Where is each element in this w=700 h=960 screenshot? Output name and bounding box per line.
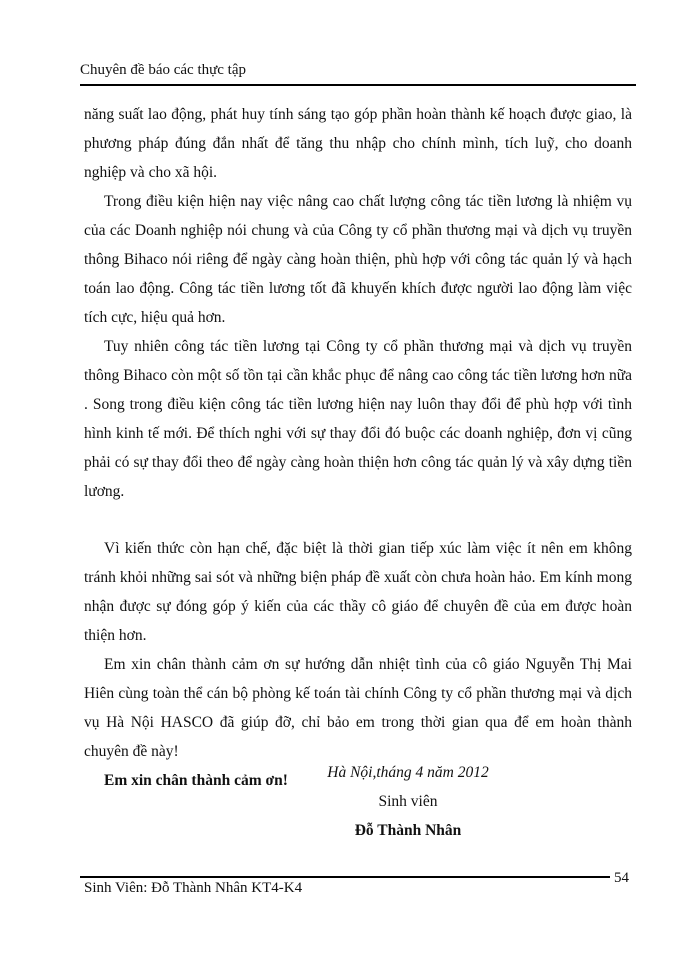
paragraph: Trong điều kiện hiện nay việc nâng cao chất lượng công tác tiền lương là nhiệm vụ của các Doanh nghiệp nói chung và của Công ty cổ phần thương mại và dịch vụ truyền thông Bihaco nói riêng để ngày càng hoàn thiện, phù hợp với công tác quản lý và hạch toán lao động. Công tác tiền lương tốt đã khuyến khích được người lao động làm việc tích cực, hiệu quả hơn.	[84, 193, 632, 326]
paragraph: Vì kiến thức còn hạn chế, đặc biệt là thời gian tiếp xúc làm việc ít nên em không tránh khỏi những sai sót và những biện pháp đề xuất còn chưa hoàn hảo. Em kính mong nhận được sự đóng góp ý kiến của các thầy cô giáo để chuyên đề của em được hoàn thiện hơn.	[84, 540, 632, 644]
signature-block	[84, 758, 632, 845]
header-rule	[80, 84, 636, 86]
signature-name: Đỗ Thành Nhân	[354, 822, 462, 839]
body-text	[84, 100, 632, 795]
closing-line: Em xin chân thành cảm ơn!	[104, 772, 288, 789]
paragraph: Tuy nhiên công tác tiền lương tại Công ty cổ phần thương mại và dịch vụ truyền thông Bihaco còn một số tồn tại cần khắc phục để nâng cao công tác tiền lương hơn nữa . Song trong điều kiện công tác tiền lương hiện nay luôn thay đổi để phù hợp với tình hình kinh tế mới. Để thích nghi với sự thay đổi đó buộc các doanh nghiệp, đơn vị cũng phải có sự thay đổi theo để ngày càng hoàn thiện hơn công tác quản lý và xây dựng tiền lương.	[84, 338, 632, 500]
running-footer: Sinh Viên: Đỗ Thành Nhân KT4-K4	[84, 880, 303, 896]
running-header: Chuyên đề báo các thực tập	[80, 62, 246, 78]
place-date: Hà Nội,tháng 4 năm 2012	[327, 764, 489, 781]
page-number: 54	[614, 870, 629, 886]
paragraph-continued: năng suất lao động, phát huy tính sáng tạo góp phần hoàn thành kế hoạch được giao, là phương pháp đúng đắn nhất để tăng thu nhập cho chính mình, tích luỹ, cho doanh nghiệp và cho xã hội.	[84, 106, 632, 181]
signature-role: Sinh viên	[378, 793, 438, 810]
footer-rule	[80, 876, 610, 878]
paragraph-gap	[84, 506, 632, 534]
paragraph: Em xin chân thành cảm ơn sự hướng dẫn nhiệt tình của cô giáo Nguyễn Thị Mai Hiên cùng toàn thể cán bộ phòng kế toán tài chính Công ty cổ phần thương mại và dịch vụ Hà Nội HASCO đã giúp đỡ, chỉ bảo em trong thời gian qua để em hoàn thành chuyên đề này!	[84, 656, 632, 760]
